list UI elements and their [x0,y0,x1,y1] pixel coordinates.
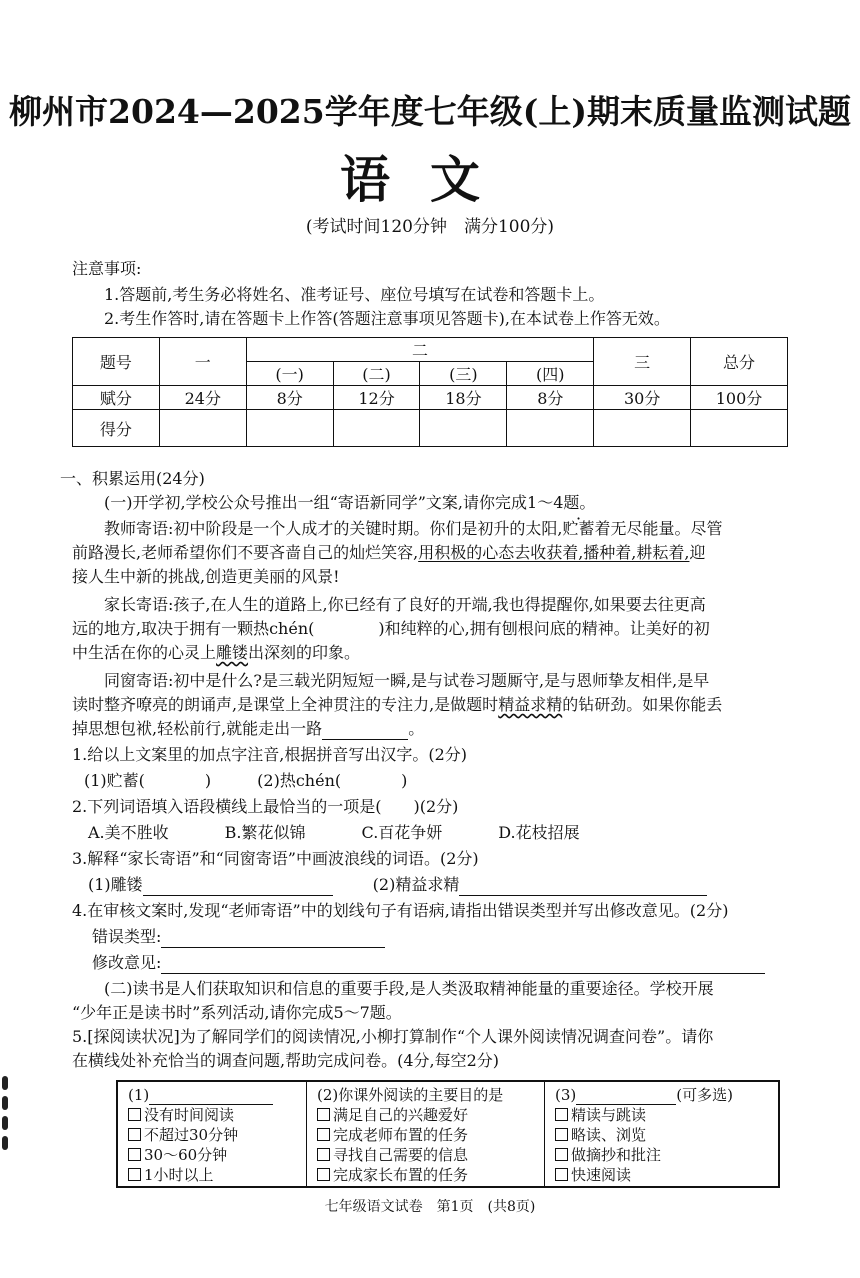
answer-blank[interactable] [161,931,385,948]
answer-blank[interactable] [322,723,408,740]
teacher-line-2: 前路漫长,老师希望你们不要吝啬自己的灿烂笑容,用积极的心态去收获着,播种着,耕耘着,迎 [72,543,706,562]
section2-intro-1: (二)读书是人们获取知识和信息的重要手段,是人类汲取精神能量的重要途径。学校开展 [104,979,714,998]
checkbox[interactable] [128,1148,141,1161]
question-4: 4.在审核文案时,发现“老师寄语”中的划线句子有语病,请指出错误类型并写出修改意见。(2分) [72,901,729,920]
notice-heading: 注意事项: [72,259,142,278]
checkbox[interactable] [555,1168,568,1181]
subject-title: 语文 [340,150,520,209]
score-cell [594,410,691,447]
answer-blank[interactable] [576,1088,676,1105]
question-3-parts: (1)雕镂 (2)精益求精 [88,874,707,896]
score-cell [420,410,507,447]
wavy-word: 精益求精 [498,695,563,714]
survey-option: 完成家长布置的任务 [333,1166,469,1184]
question-2: 2.下列词语填入语段横线上最恰当的一项是( )(2分) [72,797,459,816]
score-cell [246,410,333,447]
parent-line-3: 中生活在你的心灵上雕镂出深刻的印象。 [72,643,361,662]
score-table-points: 24分 [159,386,246,410]
classmate-line-3: 掉思想包袱,轻松前行,就能走出一路 。 [72,719,425,738]
checkbox[interactable] [128,1128,141,1141]
answer-blank[interactable] [149,1088,273,1105]
page-footer: 七年级语文试卷 第1页 (共8页) [324,1199,536,1215]
score-table [72,337,788,447]
section1-heading: 一、积累运用(24分) [60,469,205,488]
survey-column-2: (2)你课外阅读的主要目的是 满足自己的兴趣爱好 完成老师布置的任务 寻找自己需要的信息 完成家长布置的任务 [306,1082,544,1186]
score-table-points: 18分 [420,386,507,410]
score-cell [333,410,420,447]
score-table-q2-sub: (三) [420,362,507,386]
question-1-parts: (1)贮蓄( ) (2)热chén( ) [84,771,408,790]
dotted-word: 贮蓄 [562,519,595,538]
survey-option: 1小时以上 [144,1166,214,1184]
question-5-line-2: 在横线处补充恰当的调查问题,帮助完成问卷。(4分,每空2分) [72,1051,500,1070]
question-4-suggestion: 修改意见: [92,952,765,974]
binding-mark [2,1096,8,1110]
checkbox[interactable] [317,1108,330,1121]
checkbox[interactable] [128,1108,141,1121]
score-table-q3: 三 [594,338,691,386]
survey-column-3: (3) (可多选) 精读与跳读 略读、浏览 做摘抄和批注 快速阅读 [544,1082,778,1186]
score-table-points: 30分 [594,386,691,410]
option-c[interactable]: C.百花争妍 [361,823,443,842]
section1-intro: (一)开学初,学校公众号推出一组“寄语新同学”文案,请你完成1～4题。 [104,493,596,512]
score-table-points: 100分 [691,386,788,410]
binding-mark [2,1116,8,1130]
checkbox[interactable] [317,1128,330,1141]
binding-mark [2,1076,8,1090]
score-table-q2-sub: (一) [246,362,333,386]
checkbox[interactable] [555,1108,568,1121]
option-a[interactable]: A.美不胜收 [88,823,169,842]
classmate-line-2: 读时整齐嘹亮的朗诵声,是课堂上全神贯注的专注力,是做题时精益求精的钻研劲。如果你能丢 [72,695,723,714]
answer-blank[interactable] [143,879,333,896]
question-3: 3.解释“家长寄语”和“同窗寄语”中画波浪线的词语。(2分) [72,849,479,868]
score-cell [159,410,246,447]
parent-line-2: 远的地方,取决于拥有一颗热chén( )和纯粹的心,拥有刨根问底的精神。让美好的初 [72,619,710,638]
checkbox[interactable] [317,1148,330,1161]
option-d[interactable]: D.花枝招展 [498,823,580,842]
question-2-options [88,822,580,844]
wavy-word: 雕镂 [216,643,249,662]
option-b[interactable]: B.繁花似锦 [224,823,306,842]
score-table-score-label: 得分 [73,410,160,447]
answer-blank[interactable] [459,879,707,896]
score-table-points-label: 赋分 [73,386,160,410]
exam-info: (考试时间120分钟 满分100分) [305,217,555,237]
teacher-line-3: 接人生中新的挑战,创造更美丽的风景! [72,567,340,586]
score-table-points: 12分 [333,386,420,410]
teacher-line-1: 教师寄语:初中阶段是一个人成才的关键时期。你们是初升的太阳,贮蓄着无尽能量。尽管 [104,519,723,538]
survey-table [116,1080,780,1188]
score-cell [691,410,788,447]
score-table-q1: 一 [159,338,246,386]
checkbox[interactable] [317,1168,330,1181]
score-cell [507,410,594,447]
score-table-header: 题号 [73,338,160,386]
score-table-q2-sub: (二) [333,362,420,386]
score-table-q2: 二 [246,338,594,362]
survey-column-1: (1) 没有时间阅读 不超过30分钟 30～60分钟 1小时以上 [118,1082,306,1186]
question-5-line-1: 5.[探阅读状况]为了解同学们的阅读情况,小柳打算制作“个人课外阅读情况调查问卷”。请你 [72,1027,714,1046]
classmate-line-1: 同窗寄语:初中是什么?是三载光阴短短一瞬,是与试卷习题厮守,是与恩师挚友相伴,是早 [104,671,710,690]
checkbox[interactable] [128,1168,141,1181]
answer-blank[interactable] [161,957,765,974]
checkbox[interactable] [555,1148,568,1161]
section2-intro-2: “少年正是读书时”系列活动,请你完成5～7题。 [72,1003,402,1022]
survey-option: 快速阅读 [571,1166,632,1184]
score-table-points: 8分 [246,386,333,410]
question-4-error-type: 错误类型: [92,926,385,948]
binding-mark [2,1136,8,1150]
score-table-points: 8分 [507,386,594,410]
notice-item-1: 1.答题前,考生务必将姓名、准考证号、座位号填写在试卷和答题卡上。 [104,285,605,304]
parent-line-1: 家长寄语:孩子,在人生的道路上,你已经有了良好的开端,我也得提醒你,如果要去往更高 [104,595,706,614]
underlined-sentence: 用积极的心态去收获着,播种着,耕耘着, [418,543,690,562]
question-1: 1.给以上文案里的加点字注音,根据拼音写出汉字。(2分) [72,745,468,764]
score-table-q2-sub: (四) [507,362,594,386]
score-table-total: 总分 [691,338,788,386]
checkbox[interactable] [555,1128,568,1141]
exam-title: 柳州市2024—2025学年度七年级(上)期末质量监测试题 [9,92,851,131]
notice-item-2: 2.考生作答时,请在答题卡上作答(答题注意事项见答题卡),在本试卷上作答无效。 [104,309,670,328]
